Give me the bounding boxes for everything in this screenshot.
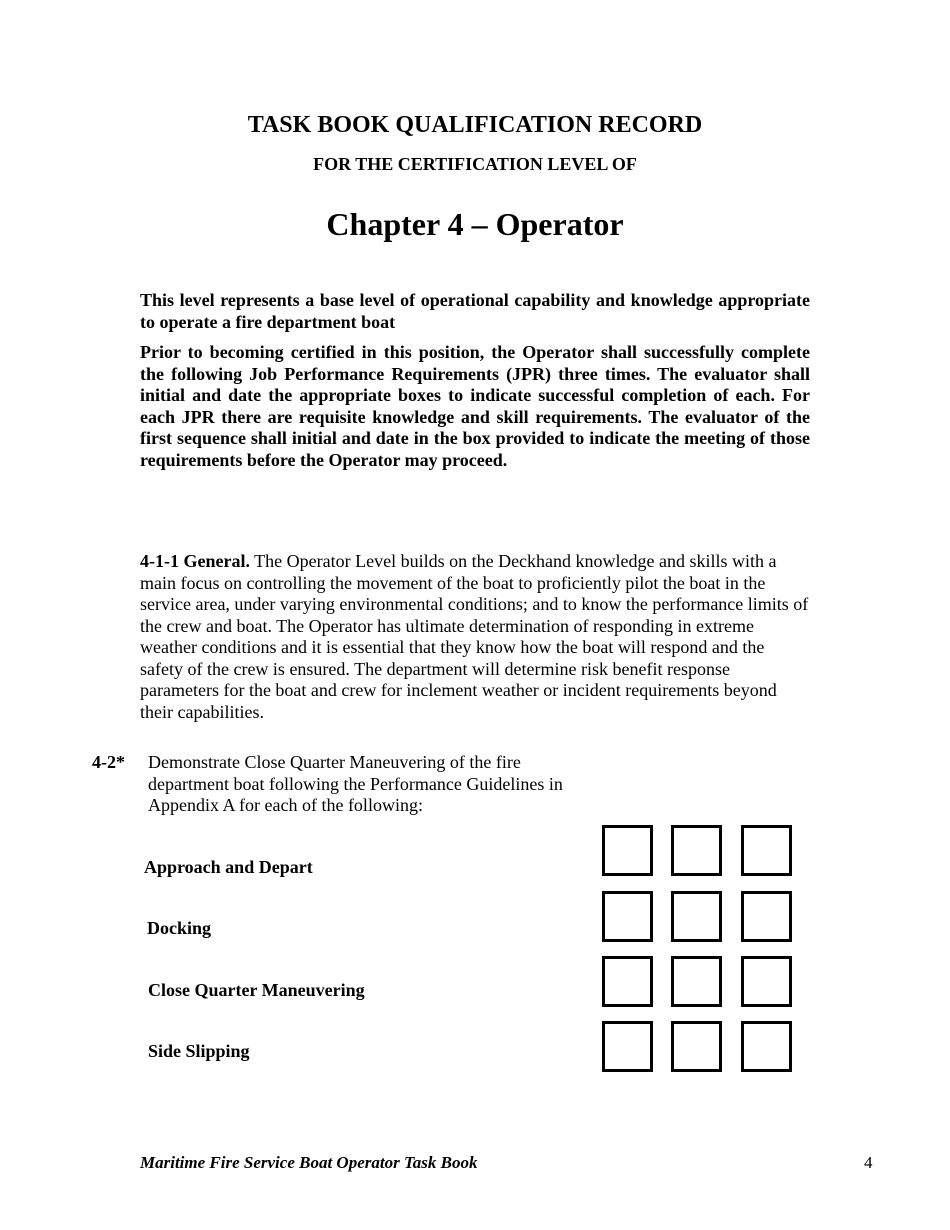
signoff-box-docking-attempt-2[interactable] xyxy=(671,891,722,942)
chapter-heading: Chapter 4 – Operator xyxy=(326,206,624,242)
signoff-box-close-quarter-attempt-2[interactable] xyxy=(671,956,722,1007)
skill-label-approach-and-depart: Approach and Depart xyxy=(144,857,313,877)
signoff-box-close-quarter-attempt-1[interactable] xyxy=(602,956,653,1007)
intro-paragraph-requirements: Prior to becoming certified in this position, the Operator shall successfully complete the following Job Performance Requirements (JPR) three times. The evaluator shall initial and date the appropriate boxes to indicate successful completion of each. For each JPR there are requisite knowledge and skill requirements. The evaluator of the first sequence shall initial and date in the box provided to indicate the meeting of those requirements before the Operator may proceed. xyxy=(140,342,810,470)
jpr-description: Demonstrate Close Quarter Maneuvering of the fire department boat following the Performance Guidelines in Appendix A for each of the following: xyxy=(148,752,563,815)
jpr-number: 4-2* xyxy=(92,752,125,772)
skill-label-docking: Docking xyxy=(147,918,212,938)
footer-document-title: Maritime Fire Service Boat Operator Task Book xyxy=(140,1153,478,1172)
signoff-box-approach-attempt-1[interactable] xyxy=(602,825,653,876)
general-section-text: The Operator Level builds on the Deckhand knowledge and skills with a main focus on controlling the movement of the boat to proficiently pilot the boat in the service area, under varying environmental conditions; and to know the performance limits of the crew and boat. The Operator has ultimate determination of responding in extreme weather conditions and it is essential that they know how the boat will respond and the safety of the crew is ensured. The department will determine risk benefit response parameters for the boat and crew for inclement weather or incident requirements beyond their capabilities. xyxy=(140,551,809,722)
signoff-box-approach-attempt-2[interactable] xyxy=(671,825,722,876)
general-section-heading: 4-1-1 General. xyxy=(140,551,250,571)
page-title: TASK BOOK QUALIFICATION RECORD xyxy=(247,112,703,138)
skill-label-side-slipping: Side Slipping xyxy=(148,1041,250,1061)
signoff-box-side-slipping-attempt-3[interactable] xyxy=(741,1021,792,1072)
page-subtitle: FOR THE CERTIFICATION LEVEL OF xyxy=(313,154,637,174)
skill-label-close-quarter-maneuvering: Close Quarter Maneuvering xyxy=(148,980,365,1000)
signoff-box-side-slipping-attempt-1[interactable] xyxy=(602,1021,653,1072)
signoff-box-docking-attempt-1[interactable] xyxy=(602,891,653,942)
signoff-box-approach-attempt-3[interactable] xyxy=(741,825,792,876)
signoff-box-close-quarter-attempt-3[interactable] xyxy=(741,956,792,1007)
signoff-box-docking-attempt-3[interactable] xyxy=(741,891,792,942)
signoff-box-side-slipping-attempt-2[interactable] xyxy=(671,1021,722,1072)
general-section xyxy=(140,551,810,723)
page-number: 4 xyxy=(864,1153,873,1172)
intro-paragraph-level: This level represents a base level of operational capability and knowledge appropriate to operate a fire department boat xyxy=(140,290,810,332)
